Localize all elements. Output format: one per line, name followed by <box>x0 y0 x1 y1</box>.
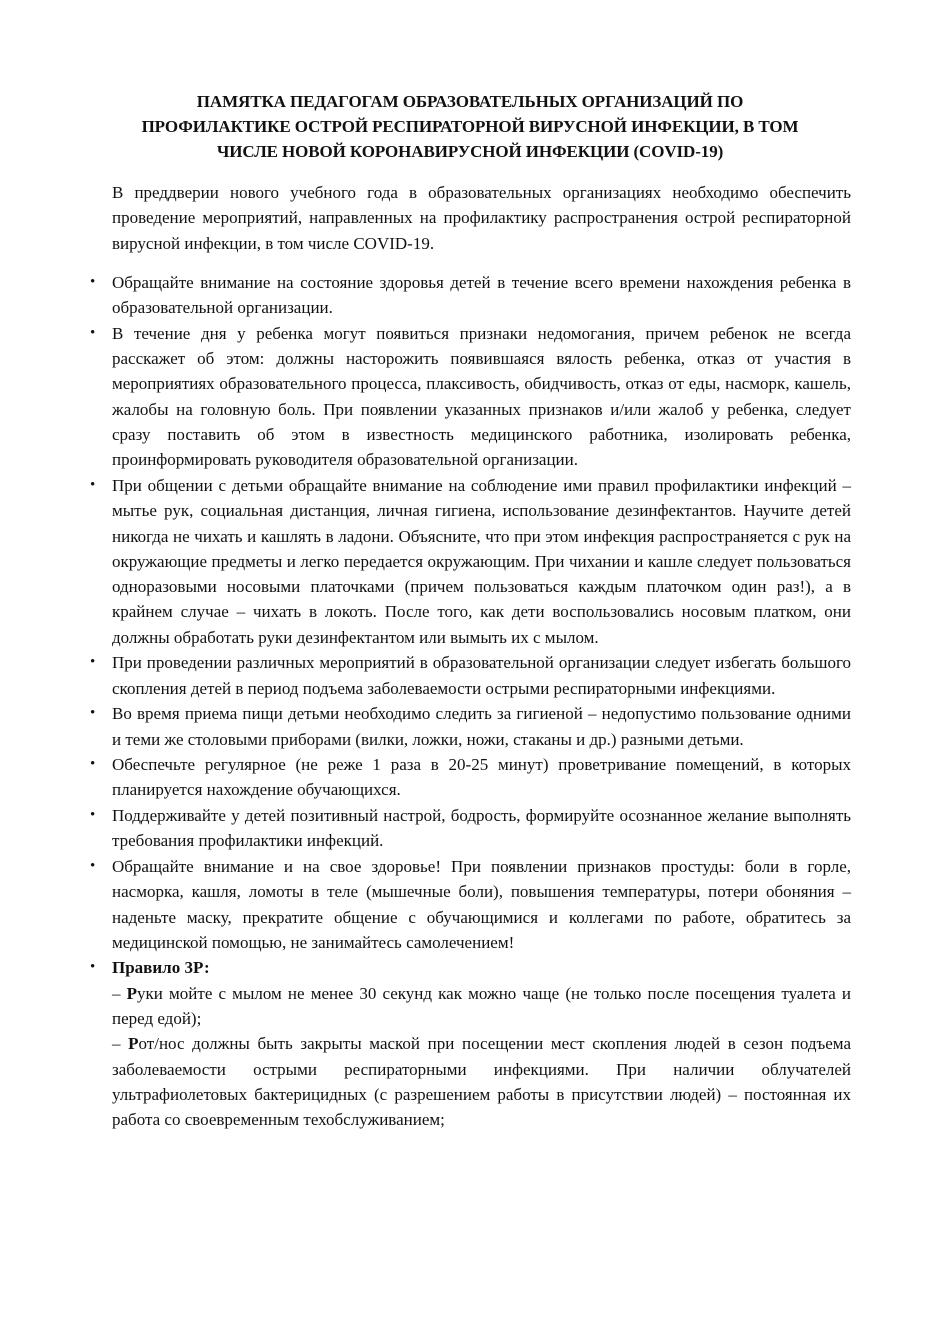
list-item <box>84 473 851 650</box>
dash: – <box>112 983 127 1003</box>
bullet-icon: • <box>90 476 96 493</box>
list-item-text: Поддерживайте у детей позитивный настрой, бодрость, формируйте осознанное желание выполнять требования профилактики инфекций. <box>112 806 851 851</box>
bullet-icon: • <box>90 274 96 290</box>
dash: – <box>112 1034 129 1054</box>
document-title <box>80 89 860 164</box>
list-item <box>84 701 851 752</box>
rule-3r-heading: Правило 3Р: <box>112 958 210 978</box>
list-item-text: Обеспечьте регулярное (не реже 1 раза в 20-25 минут) проветривание помещений, в которых планируется нахождение обучающихся. <box>112 755 851 800</box>
rule-3r-point-hands <box>112 981 851 1032</box>
point-text: уки мойте с мылом не менее 30 секунд как можно чаще (не только после посещения туалета и перед едой); <box>112 983 851 1028</box>
bullet-icon: • <box>90 654 96 671</box>
intro-paragraph: В преддверии нового учебного года в образовательных организациях необходимо обеспечить проведение мероприятий, направленных на профилактику распространения острой респираторной вирусной инфекции, в том числе COVID-19. <box>112 183 851 253</box>
list-item <box>84 752 851 803</box>
title-line: ПАМЯТКА ПЕДАГОГАМ ОБРАЗОВАТЕЛЬНЫХ ОРГАНИЗАЦИЙ ПО <box>196 92 744 111</box>
list-item <box>84 650 851 701</box>
list-item-text: При общении с детьми обращайте внимание на соблюдение ими правил профилактики инфекций – мытье рук, социальная дистанция, личная гигиена, использование дезинфектантов. Научите детей никогда не чихать и кашлять в ладони. Объясните, что при этом инфекция распространяется с рук на окружающие предметы и легко передается окружающим. При чихании и кашле следует пользоваться одноразовыми носовыми платочками (причем пользоваться каждым платочком один раз!), а в крайнем случае – чихать в локоть. После того, как дети воспользовались носовым платком, они должны обработать руки дезинфектантом или вымыть их с мылом. <box>112 475 851 647</box>
list-item <box>84 321 851 473</box>
list-item-text: Обращайте внимание на состояние здоровья детей в течение всего времени нахождения ребенка в образовательной организации. <box>112 273 851 318</box>
bullet-icon: • <box>90 959 96 976</box>
bullet-icon: • <box>90 857 96 874</box>
list-item <box>84 270 851 321</box>
point-text: от/нос должны быть закрыты маской при посещении мест скопления людей в сезон подъема заболеваемости острыми респираторными инфекциями. При наличии облучателей ультрафиолетовых бактерицидных (с разрешением работы в присутствии людей) – постоянная их работа со своевременным техобслуживанием; <box>112 1034 851 1130</box>
title-line: ЧИСЛЕ НОВОЙ КОРОНАВИРУСНОЙ ИНФЕКЦИИ (COVID-19) <box>216 142 724 161</box>
list-item-text: При проведении различных мероприятий в образовательной организации следует избегать большого скопления детей в период подъема заболеваемости острыми респираторными инфекциями. <box>112 653 851 698</box>
bullet-icon: • <box>90 756 96 773</box>
list-item-text: В течение дня у ребенка могут появиться признаки недомогания, причем ребенок не всегда расскажет об этом: должны насторожить появившаяся вялость ребенка, отказ от участия в мероприятиях образовательного процесса, плаксивость, обидчивость, отказ от еды, насморк, кашель, жалобы на головную боль. При появлении указанных признаков и/или жалоб у ребенка, следует сразу поставить об этом в известность медицинского работника, изолировать ребенка, проинформировать руководителя образовательной организации. <box>112 323 851 470</box>
point-initial: Р <box>128 1034 139 1054</box>
list-item-text: Во время приема пищи детьми необходимо следить за гигиеной – недопустимо пользование одними и теми же столовыми приборами (вилки, ложки, ножи, стаканы и др.) разными детьми. <box>112 704 851 749</box>
rule-3r-point-mouth-nose <box>112 1031 851 1132</box>
bullet-icon: • <box>90 705 96 722</box>
list-item <box>84 854 851 955</box>
point-initial: Р <box>126 983 138 1003</box>
bullet-icon: • <box>90 324 96 341</box>
list-item-text: Обращайте внимание и на свое здоровье! При появлении признаков простуды: боли в горле, насморка, кашля, ломоты в теле (мышечные боли), повышения температуры, потери обоняния – наденьте маску, прекратите общение с обучающимися и коллегами по работе, обратитесь за медицинской помощью, не занимайтесь самолечением! <box>112 856 851 952</box>
bullet-icon: • <box>90 807 96 824</box>
title-line: ПРОФИЛАКТИКЕ ОСТРОЙ РЕСПИРАТОРНОЙ ВИРУСНОЙ ИНФЕКЦИИ, В ТОМ <box>141 117 799 136</box>
recommendations-list <box>84 270 851 1133</box>
list-item <box>84 803 851 854</box>
rule-3r-item <box>84 955 851 1132</box>
